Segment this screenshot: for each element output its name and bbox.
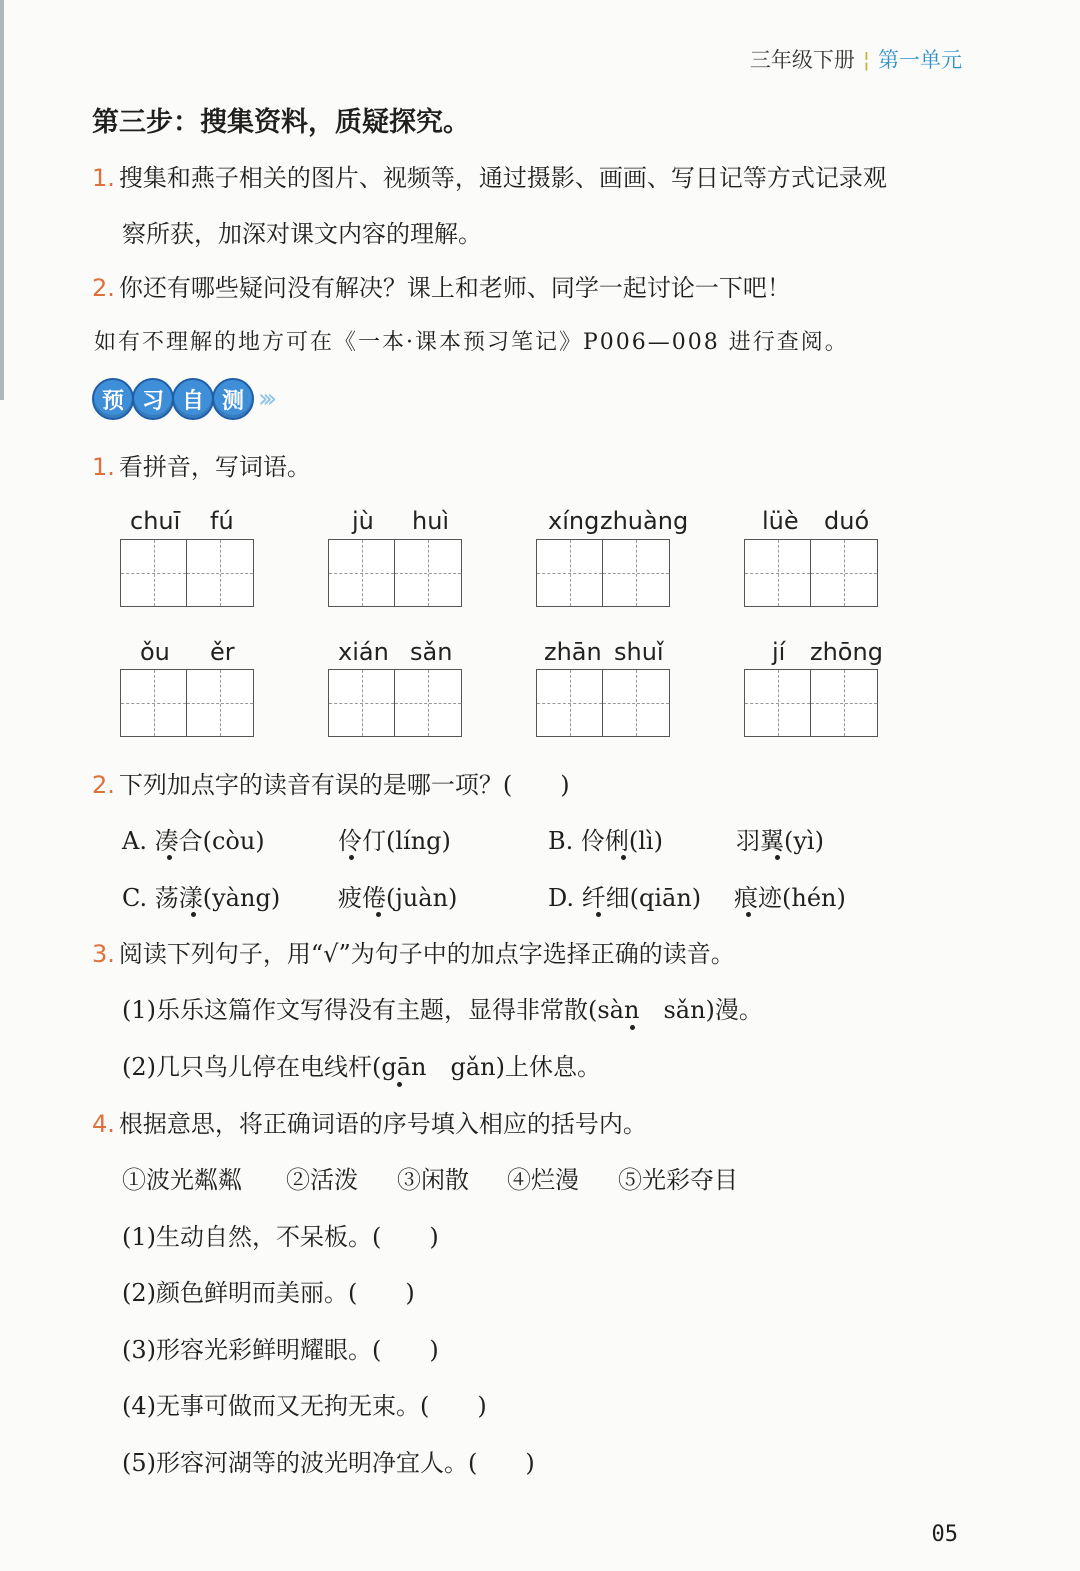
q2-option-c2: 疲倦(juàn): [338, 884, 458, 912]
q4-item-2: (2)颜色鲜明而美丽。( ): [122, 1279, 415, 1307]
q3-number: 3.: [92, 940, 115, 968]
q2-option-d1: D. 纤细(qiān): [548, 884, 702, 912]
q4-item-4: (4)无事可做而又无拘无束。( ): [122, 1392, 487, 1420]
q3-text: 阅读下列句子，用“√”为句子中的加点字选择正确的读音。: [118, 940, 735, 968]
q3-prompt: [92, 934, 735, 969]
badge-arrows-icon: ›››: [258, 384, 272, 414]
q4-item-3: (3)形容光彩鲜明耀眼。( ): [122, 1336, 439, 1364]
emphasis-dot: [596, 912, 601, 917]
pinyin-1b: fú: [210, 507, 234, 535]
q4-number: 4.: [92, 1110, 115, 1138]
pinyin-2a: jù: [352, 507, 374, 535]
badge-char-2: 习: [132, 378, 174, 420]
section-badge-preview-test: [92, 378, 271, 420]
step-item-1: [92, 158, 887, 193]
q4-choice-2: ②活泼: [286, 1166, 358, 1194]
q4-prompt: [92, 1104, 647, 1139]
writing-grid-4[interactable]: [744, 539, 878, 607]
pinyin-3a: xíng: [548, 507, 600, 535]
emphasis-dot: [191, 912, 196, 917]
writing-grid-1[interactable]: [120, 539, 254, 607]
q4-choice-5: ⑤光彩夺目: [618, 1166, 738, 1194]
emphasis-dot: [630, 1025, 635, 1030]
step-item-1-line2: 察所获，加深对课文内容的理解。: [122, 220, 482, 248]
pinyin-8b: zhōng: [810, 638, 883, 666]
pinyin-7b: shuǐ: [614, 638, 664, 666]
q2-option-a2: 伶仃(líng): [338, 827, 451, 855]
pinyin-6b: sǎn: [410, 638, 453, 666]
q2-prompt: [92, 765, 570, 800]
q2-option-d2: 痕迹(hén): [734, 884, 846, 912]
emphasis-dot: [349, 855, 354, 860]
emphasis-dot: [167, 855, 172, 860]
q4-choice-3: ③闲散: [397, 1166, 469, 1194]
writing-grid-8[interactable]: [744, 669, 878, 737]
writing-grid-7[interactable]: [536, 669, 670, 737]
header-separator: ¦: [862, 48, 870, 72]
q1-prompt: [92, 447, 311, 482]
header-grade: 三年级下册: [749, 48, 855, 72]
step-title: 第三步：搜集资料，质疑探究。: [92, 107, 470, 138]
step-item-2-number: 2.: [92, 274, 115, 302]
pinyin-6a: xián: [338, 638, 389, 666]
badge-char-3: 自: [172, 378, 214, 420]
emphasis-dot: [397, 1082, 402, 1087]
pinyin-5a: ǒu: [140, 638, 170, 666]
q2-option-b1: B. 伶俐(lì): [548, 827, 663, 855]
writing-grid-5[interactable]: [120, 669, 254, 737]
emphasis-dot: [621, 855, 626, 860]
pinyin-3b: zhuàng: [600, 507, 689, 535]
writing-grid-2[interactable]: [328, 539, 462, 607]
pinyin-1a: chuī: [130, 507, 181, 535]
q4-item-5: (5)形容河湖等的波光明净宜人。( ): [122, 1449, 535, 1477]
pinyin-2b: huì: [412, 507, 450, 535]
emphasis-dot: [775, 855, 780, 860]
emphasis-dot: [376, 912, 381, 917]
q2-number: 2.: [92, 771, 115, 799]
q2-text: 下列加点字的读音有误的是哪一项？( ): [118, 771, 570, 799]
pinyin-8a: jí: [772, 638, 786, 666]
q4-item-1: (1)生动自然，不呆板。( ): [122, 1223, 439, 1251]
step-item-1-line1: 搜集和燕子相关的图片、视频等，通过摄影、画画、写日记等方式记录观: [118, 164, 887, 192]
pinyin-4a: lüè: [762, 507, 799, 535]
step-item-2-text: 你还有哪些疑问没有解决？课上和老师、同学一起讨论一下吧！: [118, 274, 791, 302]
writing-grid-3[interactable]: [536, 539, 670, 607]
pinyin-7a: zhān: [544, 638, 602, 666]
q3-sentence-2: (2)几只鸟儿停在电线杆(gān gǎn)上休息。: [122, 1053, 601, 1081]
step-item-2: [92, 268, 791, 303]
q4-choice-1: ①波光粼粼: [122, 1166, 242, 1194]
pinyin-5b: ěr: [210, 638, 235, 666]
q2-option-a1: A. 凑合(còu): [122, 827, 265, 855]
pinyin-4b: duó: [824, 507, 870, 535]
q2-option-c1: C. 荡漾(yàng): [122, 884, 281, 912]
page-spine-edge: [0, 0, 4, 400]
page-number: 05: [931, 1522, 958, 1547]
q4-text: 根据意思，将正确词语的序号填入相应的括号内。: [118, 1110, 647, 1138]
writing-grid-6[interactable]: [328, 669, 462, 737]
q1-number: 1.: [92, 453, 115, 481]
q4-choice-4: ④烂漫: [507, 1166, 579, 1194]
step-item-1-number: 1.: [92, 164, 115, 192]
q1-text: 看拼音，写词语。: [118, 453, 311, 481]
running-header: [750, 44, 962, 74]
header-unit: 第一单元: [878, 48, 962, 72]
q3-sentence-1: (1)乐乐这篇作文写得没有主题，显得非常散(sàn sǎn)漫。: [122, 996, 763, 1024]
badge-char-4: 测: [212, 378, 254, 420]
q2-option-b2: 羽翼(yì): [736, 827, 824, 855]
emphasis-dot: [746, 912, 751, 917]
badge-char-1: 预: [92, 378, 134, 420]
reference-note: 如有不理解的地方可在《一本·课本预习笔记》P006—008 进行查阅。: [94, 330, 849, 355]
